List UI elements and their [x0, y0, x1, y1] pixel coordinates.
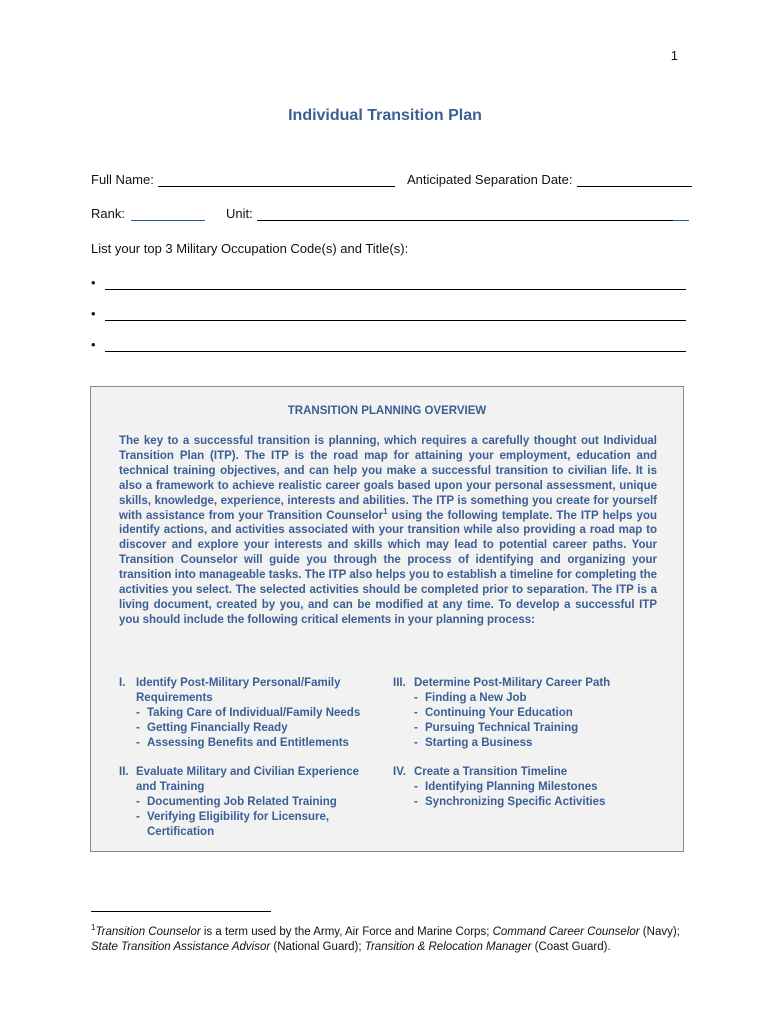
footnote-text-4: (Coast Guard). — [531, 941, 611, 954]
footnote-term-4: Transition & Relocation Manager — [364, 941, 532, 954]
list-item: - Finding a New Job — [414, 691, 527, 704]
rank-label: Rank: — [91, 206, 125, 221]
section-title: Evaluate Military and Civilian Experience — [136, 766, 360, 778]
bullet-icon: • — [91, 275, 96, 290]
unit-field-tail — [673, 207, 689, 221]
list-item: - Documenting Job Related Training — [136, 795, 337, 808]
section-title-cont: Requirements — [136, 691, 213, 704]
unit-field[interactable] — [257, 207, 673, 221]
mos-entry-1 — [91, 275, 686, 290]
unit-label: Unit: — [226, 206, 253, 221]
bullet-icon: • — [91, 337, 96, 352]
footnote-term-3: State Transition Assistance Advisor — [91, 941, 271, 954]
section-2 — [119, 765, 394, 840]
overview-title: TRANSITION PLANNING OVERVIEW — [287, 405, 487, 417]
list-item: - Synchronizing Specific Activities — [414, 795, 606, 808]
bullet-icon: • — [91, 306, 96, 321]
section-title: Determine Post-Military Career Path — [414, 677, 611, 689]
footnote — [91, 920, 691, 956]
page-number: 1 — [670, 48, 678, 63]
list-item-cont: Certification — [147, 825, 215, 838]
overview-text-part1: The key to a successful transition is planning, which requires a carefully thought out Individual Transition Plan (ITP). The ITP is the road map for attaining your employment, education and technical training objectives, and can help you make a successful transition to civilian life. It is also a framework to achieve realistic career goals based upon your personal assessment, unique skills, knowledge, experience, interests and abilities. The ITP is something you create for yourself with assistance from your Transition Counselor — [119, 435, 657, 522]
mos-prompt: List your top 3 Military Occupation Code(s) and Title(s): — [91, 241, 409, 256]
full-name-field[interactable] — [158, 173, 395, 187]
overview-box — [90, 386, 684, 852]
full-name-label: Full Name: — [91, 172, 154, 187]
section-4 — [393, 765, 663, 810]
section-title: Identify Post-Military Personal/Family — [136, 677, 341, 689]
section-3 — [393, 676, 663, 751]
mos-entry-2 — [91, 306, 686, 321]
overview-paragraph — [119, 434, 657, 628]
list-item: - Continuing Your Education — [414, 706, 573, 719]
rank-row — [91, 206, 205, 221]
section-number: II. — [119, 766, 129, 778]
list-item: - Verifying Eligibility for Licensure, — [136, 810, 330, 823]
footnote-text-2: (Navy); — [639, 925, 680, 938]
section-number: IV. — [393, 766, 407, 778]
list-item: - Pursuing Technical Training — [414, 721, 579, 734]
section-title-cont: and Training — [136, 780, 205, 793]
mos-line-3[interactable] — [105, 337, 686, 352]
unit-row — [226, 206, 689, 221]
full-name-row — [91, 172, 395, 187]
footnote-term-2: Command Career Counselor — [492, 925, 640, 938]
section-title: Create a Transition Timeline — [414, 766, 568, 778]
section-number: I. — [119, 677, 126, 689]
rank-field[interactable] — [131, 207, 205, 221]
mos-line-2[interactable] — [105, 306, 686, 321]
footnote-text-1: is a term used by the Army, Air Force and Marine Corps; — [200, 925, 493, 938]
separation-date-field[interactable] — [577, 173, 692, 187]
list-item: - Assessing Benefits and Entitlements — [136, 736, 349, 749]
separation-date-row — [407, 172, 692, 187]
footnote-text-3: (National Guard); — [270, 941, 365, 954]
list-item: - Identifying Planning Milestones — [414, 780, 598, 793]
section-number: III. — [393, 677, 406, 689]
page-title: Individual Transition Plan — [288, 107, 482, 124]
footnote-divider — [91, 911, 271, 912]
list-item: - Taking Care of Individual/Family Needs — [136, 706, 361, 719]
section-1 — [119, 676, 394, 751]
mos-line-1[interactable] — [105, 275, 686, 290]
overview-text-part2: using the following template. The ITP helps you identify actions, and activities associated with your transition while also providing a road map to discover and explore your interests and skills which may lead to potential career paths. Your Transition Counselor will guide you through the process of identifying and organizing your transition into manageable tasks. The ITP also helps you to establish a timeline for completing the activities you select. The selected activities should be completed prior to separation. The ITP is a living document, created by you, and can be modified at any time. To develop a successful ITP you should include the following critical elements in your planning process: — [119, 509, 657, 626]
mos-entry-3 — [91, 337, 686, 352]
separation-date-label: Anticipated Separation Date: — [407, 172, 573, 187]
footnote-number: 1 — [91, 923, 96, 932]
footnote-term-1: Transition Counselor — [95, 925, 201, 938]
list-item: - Getting Financially Ready — [136, 721, 288, 734]
list-item: - Starting a Business — [414, 736, 533, 749]
footnote-mark: 1 — [383, 506, 388, 516]
